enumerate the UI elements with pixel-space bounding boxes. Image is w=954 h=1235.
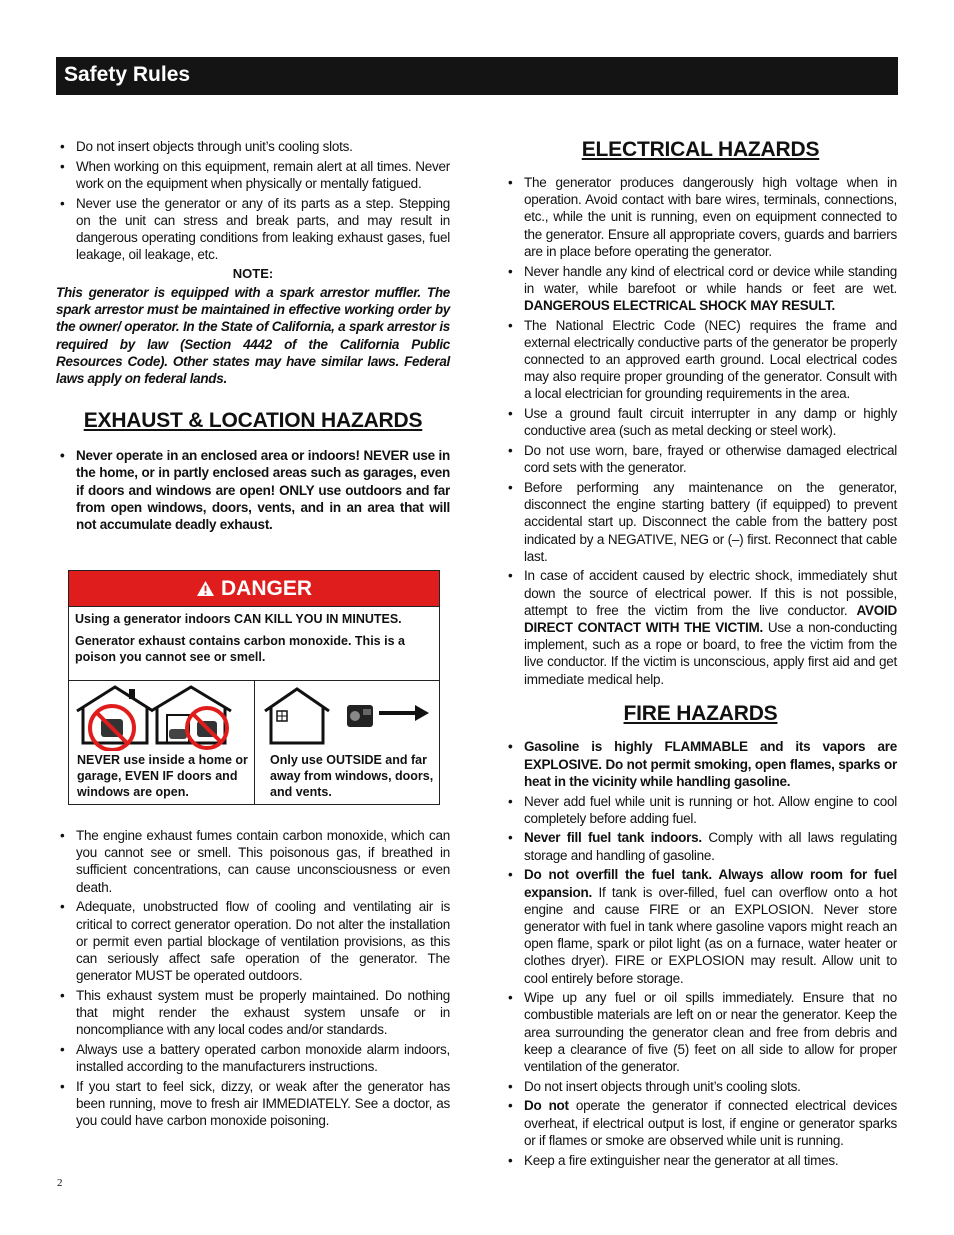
- list-item: • Never handle any kind of electrical cord or device while standing in water, while barefoot or while hands or feet are wet. DANGEROUS ELECTRICAL SHOCK MAY RESULT.: [504, 263, 897, 315]
- exhaust-details: [56, 827, 450, 1132]
- list-item: • Always use a battery operated carbon monoxide alarm indoors, installed according to the manufacturers instructions.: [56, 1041, 450, 1075]
- exhaust-bullets: [56, 827, 450, 1129]
- list-item: • Do not operate the generator if connected electrical devices overheat, if electrical output is lost, if engine or generator sparks or if flames or smoke are observed while unit is running.: [504, 1097, 897, 1149]
- list-item: • In case of accident caused by electric shock, immediately shut down the source of electrical power. If this is not possible, attempt to free the victim from the live conductor. AVOID DIRECT CONTACT WITH THE VICTIM. Use a non-conducting implement, such as a rope or board, to free the victim from the live conductor. If the victim is unconscious, apply first aid and get immediate medical help.: [504, 567, 897, 687]
- danger-label: [68, 570, 440, 805]
- list-item: • Do not insert objects through unit’s cooling slots.: [56, 138, 450, 155]
- exhaust-section-title: EXHAUST & LOCATION HAZARDS: [83, 409, 423, 433]
- indoor-prohibited-panel: [69, 681, 255, 805]
- list-item: • Adequate, unobstructed flow of cooling and ventilating air is critical to correct generator operation. Do not alter the installation or permit even partial blockage of ventilation provisions, as this can seriously affect safe operation of the generator. The generator MUST be operated outdoors.: [56, 898, 450, 984]
- list-item: • The National Electric Code (NEC) requires the frame and external electrically conductive parts of the generator be properly connected to an approved earth ground. Local electrical codes may also require proper grounding of the generator. Consult with a local electrician for grounding requirements in the area.: [504, 317, 897, 403]
- danger-line-1: Using a generator indoors CAN KILL YOU IN MINUTES.: [75, 612, 402, 626]
- outdoor-allowed-panel: [255, 681, 439, 805]
- danger-heading: DANGER: [220, 576, 312, 600]
- electrical-bullets: [504, 174, 897, 688]
- fire-bullets: [504, 738, 897, 1168]
- general-rules-list: [56, 138, 450, 263]
- list-item: • This exhaust system must be properly maintained. Do nothing that might render the exhaust system unsafe or in noncompliance with any local codes and/or standards.: [56, 987, 450, 1039]
- right-column: [504, 138, 897, 1171]
- list-item: • Never use the generator or any of its parts as a step. Stepping on the unit can stress and break parts, and may result in dangerous operating conditions from leaking exhaust gases, fuel leakage, oil leakage, etc.: [56, 195, 450, 264]
- list-item: • Wipe up any fuel or oil spills immediately. Ensure that no combustible materials are left on or near the generator. Keep the area surrounding the generator clean and free from debris and keep a clearance of five (5) feet on all side to allow for proper ventilation of the generator.: [504, 989, 897, 1075]
- outdoor-caption: Only use OUTSIDE and far away from windows, doors, and vents.: [270, 753, 434, 799]
- warning-triangle-icon: [196, 580, 215, 597]
- electrical-section-title: ELECTRICAL HAZARDS: [581, 138, 820, 161]
- list-item: • The engine exhaust fumes contain carbon monoxide, which can you cannot see or smell. This poisonous gas, if breathed in sufficient concentrations, can cause unconsciousness or even death.: [56, 827, 450, 896]
- exhaust-warning-list: [56, 447, 450, 533]
- page-number: 2: [57, 1177, 63, 1189]
- outdoor-generator-icon: [255, 681, 439, 751]
- danger-line-2: Generator exhaust contains carbon monoxide. This is a poison you cannot see or smell.: [75, 634, 405, 664]
- note-text: This generator is equipped with a spark arrestor muffler. The spark arrestor must be maintained in effective working order by the owner/ operator. In the State of California, a spark arrestor is required by law (Section 4442 of the California Public Resources Code). Other states may have similar laws. Federal laws apply on federal lands.: [56, 284, 450, 386]
- list-item: • If you start to feel sick, dizzy, or weak after the generator has been running, move to fresh air IMMEDIATELY. See a doctor, as you could have carbon monoxide poisoning.: [56, 1078, 450, 1130]
- list-item: • Do not overfill the fuel tank. Always allow room for fuel expansion. If tank is over-filled, fuel can overflow onto a hot engine and cause FIRE or an EXPLOSION. Never store generator with fuel in tank where gasoline vapors might reach an open flame, spark or pilot light (as on a furnace, water heater or clothes dryer). FIRE or EXPLOSION may result. Allow unit to cool entirely before storage.: [504, 866, 897, 986]
- danger-header: [69, 571, 439, 606]
- list-item: • Do not use worn, bare, frayed or otherwise damaged electrical cord sets with the generator.: [504, 442, 897, 476]
- left-column: [56, 138, 450, 536]
- house-garage-prohibited-icon: [69, 681, 255, 751]
- danger-message: [69, 606, 439, 680]
- danger-pictograms: [69, 680, 439, 805]
- section-header-bar: [56, 57, 898, 95]
- list-item: • Do not insert objects through unit’s cooling slots.: [504, 1078, 897, 1095]
- note-label: NOTE:: [232, 265, 274, 281]
- list-item: • Gasoline is highly FLAMMABLE and its vapors are EXPLOSIVE. Do not permit smoking, open flames, sparks or heat in the vicinity while handling gasoline.: [504, 738, 897, 790]
- exhaust-warning: • Never operate in an enclosed area or indoors! NEVER use in the home, or in partly enclosed areas such as garages, even if doors and windows are open! ONLY use outdoors and far from open windows, doors, vents, and in an area that will not accumulate deadly exhaust.: [56, 447, 450, 533]
- list-item: • Before performing any maintenance on the generator, disconnect the engine starting battery (if equipped) to prevent accidental start up. Disconnect the cable from the battery post indicated by a NEGATIVE, NEG or (–) first. Reconnect that cable last.: [504, 479, 897, 565]
- list-item: • The generator produces dangerously high voltage when in operation. Avoid contact with bare wires, terminals, connections, etc., while the unit is running, even on equipment connected to the generator. Ensure all appropriate covers, guards and barriers are in place before operating the generator.: [504, 174, 897, 260]
- indoor-caption: NEVER use inside a home or garage, EVEN IF doors and windows are open.: [77, 753, 248, 799]
- list-item: • Never fill fuel tank indoors. Comply with all laws regulating storage and handling of gasoline.: [504, 829, 897, 863]
- page-title: Safety Rules: [64, 63, 191, 86]
- list-item: • When working on this equipment, remain alert at all times. Never work on the equipment when physically or mentally fatigued.: [56, 158, 450, 192]
- list-item: • Use a ground fault circuit interrupter in any damp or highly conductive area (such as metal decking or steel work).: [504, 405, 897, 439]
- list-item: • Keep a fire extinguisher near the generator at all times.: [504, 1152, 897, 1169]
- fire-section-title: FIRE HAZARDS: [623, 702, 778, 726]
- list-item: • Never add fuel while unit is running or hot. Allow engine to cool completely before adding fuel.: [504, 793, 897, 827]
